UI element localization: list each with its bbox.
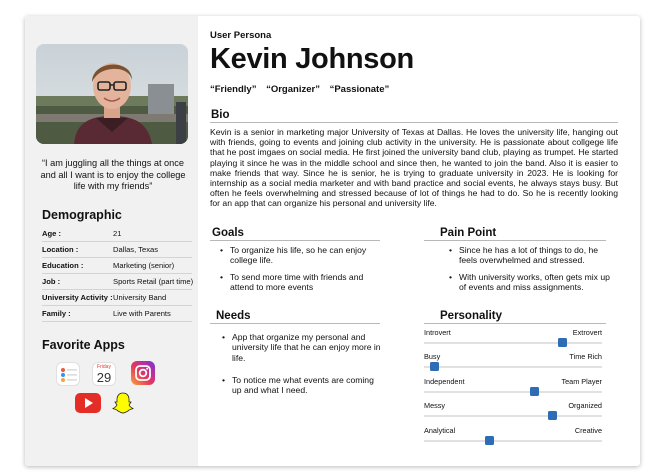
trait-tag: “Friendly” bbox=[210, 84, 257, 95]
trait-tag: “Passionate” bbox=[329, 84, 390, 95]
persona-label: User Persona bbox=[210, 30, 272, 41]
snapchat-icon bbox=[111, 391, 135, 415]
pain-point-divider bbox=[424, 240, 606, 241]
slider-track bbox=[424, 366, 602, 368]
slider-knob[interactable] bbox=[530, 387, 539, 396]
slider-track bbox=[424, 415, 602, 417]
demographic-key: Job : bbox=[42, 277, 61, 286]
youtube-icon bbox=[75, 393, 101, 413]
list-item: • To notice me what events are coming up and what I need. bbox=[222, 375, 382, 396]
personality-slider bbox=[424, 352, 602, 376]
slider-knob[interactable] bbox=[548, 411, 557, 420]
slider-knob[interactable] bbox=[558, 338, 567, 347]
persona-quote: “I am juggling all the things at once and all I want is to enjoy the college life with my friends” bbox=[40, 158, 186, 191]
demographic-value: University Band bbox=[113, 293, 167, 302]
slider-knob[interactable] bbox=[485, 436, 494, 445]
demographic-row bbox=[42, 226, 192, 242]
demographic-title: Demographic bbox=[42, 208, 122, 222]
slider-track bbox=[424, 391, 602, 393]
calendar-day: Friday bbox=[97, 364, 111, 370]
slider-right-label: Time Rich bbox=[569, 352, 602, 362]
demographic-row bbox=[42, 258, 192, 274]
trait-tag: “Organizer” bbox=[266, 84, 320, 95]
goals-list bbox=[220, 245, 380, 298]
demographic-row bbox=[42, 306, 192, 322]
personality-slider bbox=[424, 328, 602, 352]
personality-sliders bbox=[424, 328, 602, 450]
slider-left-label: Busy bbox=[424, 352, 441, 362]
slider-right-label: Organized bbox=[568, 401, 602, 411]
slider-right-label: Team Player bbox=[561, 376, 602, 386]
demographic-key: Education : bbox=[42, 261, 84, 270]
personality-slider bbox=[424, 426, 602, 450]
personality-divider bbox=[424, 323, 606, 324]
pain-point-list bbox=[449, 245, 614, 298]
needs-title: Needs bbox=[216, 310, 251, 322]
slider-knob[interactable] bbox=[430, 362, 439, 371]
slider-right-label: Extrovert bbox=[572, 328, 602, 337]
demographic-value: Live with Parents bbox=[113, 309, 171, 318]
slider-left-label: Introvert bbox=[424, 328, 451, 337]
bio-divider bbox=[210, 122, 618, 123]
list-item: • Since he has a lot of things to do, he feels overwhelmed and stressed. bbox=[449, 245, 614, 266]
slider-left-label: Analytical bbox=[424, 425, 456, 435]
demographic-value: Sports Retail (part time) bbox=[113, 277, 194, 286]
persona-sidebar bbox=[25, 16, 198, 466]
goals-title: Goals bbox=[212, 227, 244, 239]
demographic-key: Family : bbox=[42, 309, 71, 318]
needs-list bbox=[222, 332, 382, 401]
calendar-date: 29 bbox=[96, 370, 112, 385]
list-item: • App that organize my personal and university life that he can enjoy more in life. bbox=[222, 332, 382, 363]
persona-traits bbox=[210, 84, 396, 95]
demographic-key: Location : bbox=[42, 245, 79, 254]
list-item: • To send more time with friends and attend to more events bbox=[220, 272, 380, 293]
persona-name: Kevin Johnson bbox=[210, 43, 414, 75]
slider-track bbox=[424, 440, 602, 442]
demographic-value: Dallas, Texas bbox=[113, 245, 159, 254]
goals-divider bbox=[210, 240, 380, 241]
calendar-icon bbox=[92, 362, 116, 386]
demographic-key: Age : bbox=[42, 229, 61, 238]
personality-slider bbox=[424, 377, 602, 401]
personality-title: Personality bbox=[440, 310, 502, 322]
needs-divider bbox=[210, 323, 380, 324]
demographic-value: 21 bbox=[113, 229, 122, 238]
pain-point-title: Pain Point bbox=[440, 227, 497, 239]
demographic-row bbox=[42, 290, 192, 306]
demographic-row bbox=[42, 242, 192, 258]
persona-card bbox=[25, 16, 640, 466]
list-item: • To organize his life, so he can enjoy college life. bbox=[220, 245, 380, 266]
slider-left-label: Independent bbox=[424, 376, 465, 386]
slider-track bbox=[424, 342, 602, 344]
demographic-table bbox=[42, 226, 192, 322]
demographic-key: University Activity : bbox=[42, 293, 113, 302]
demographic-row bbox=[42, 274, 192, 290]
bio-title: Bio bbox=[211, 109, 230, 121]
bio-text: Kevin is a senior in marketing major University of Texas at Dallas. He loves the university life, hanging out with friends, going to events and joining club activity in the university. He is passionate about collgege life that he post imgaes on social media. He first joined the university band club, playing as trumpet. He started playing it since he was in the middle school and since then, he wanted to join the band. Also it is easier to make friends that way. Since he is senior, he is trying to graduate university in 2023. He is looking for internship as a social media marketer and with band practice and social events, he always stays busy. But often he feels overwhelming and stressed because of lot of things he had to do. So he is recently looking for an app that can organize his personal and university life. bbox=[210, 127, 618, 209]
instagram-icon bbox=[131, 361, 155, 385]
list-item: • With university works, often gets mix up of events and miss assignments. bbox=[449, 272, 614, 293]
profile-photo bbox=[36, 44, 188, 144]
personality-slider bbox=[424, 401, 602, 425]
favorite-apps-title: Favorite Apps bbox=[42, 338, 125, 352]
demographic-value: Marketing (senior) bbox=[113, 261, 175, 270]
slider-right-label: Creative bbox=[574, 425, 602, 435]
reminders-icon bbox=[56, 362, 80, 386]
slider-left-label: Messy bbox=[424, 401, 446, 411]
